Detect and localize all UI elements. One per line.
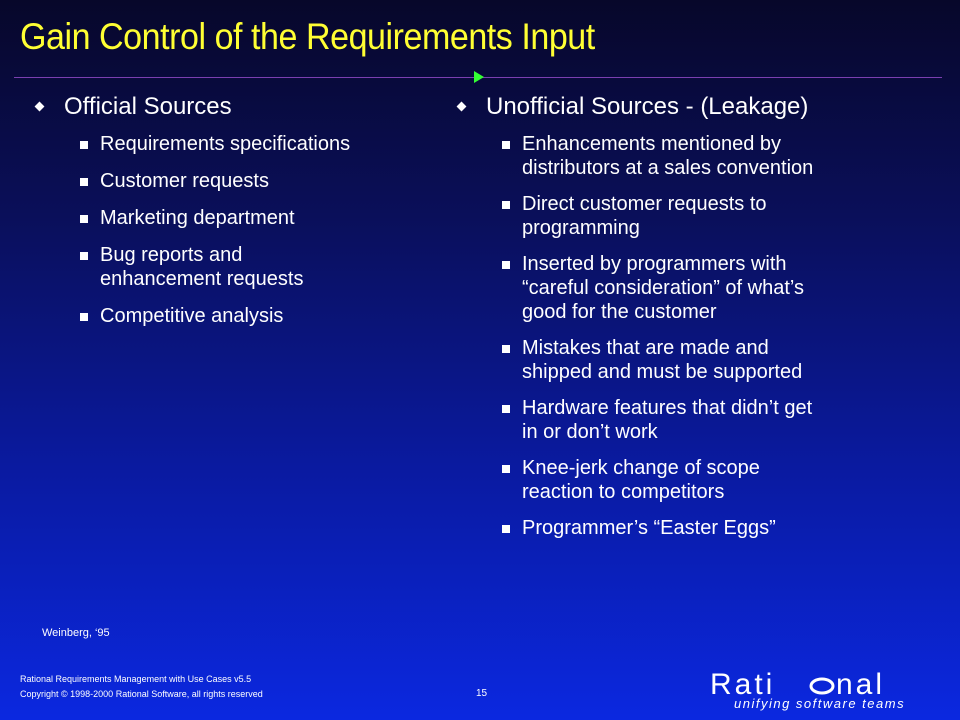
square-bullet-icon (502, 201, 510, 209)
list-item (32, 243, 452, 291)
svg-text:Rati: Rati (710, 668, 776, 698)
square-bullet-icon (80, 252, 88, 260)
logo-tagline: unifying software teams (734, 696, 906, 711)
square-bullet-icon (502, 525, 510, 533)
square-bullet-icon (80, 313, 88, 321)
list-item (32, 169, 452, 193)
rational-logo (704, 668, 944, 714)
unofficial-sources-column (454, 92, 944, 552)
list-item-line: Marketing department (100, 207, 295, 229)
diamond-bullet-icon (35, 102, 45, 112)
list-item-line: Direct customer requests to (522, 193, 767, 215)
official-sources-list (32, 132, 452, 328)
official-sources-heading: Official Sources (32, 92, 452, 122)
course-name: Rational Requirements Management with Use Cases v5.5 (20, 674, 252, 684)
page-number: 15 (476, 688, 488, 699)
list-item (454, 456, 944, 504)
list-item-line: good for the customer (522, 301, 717, 323)
list-item-line: Hardware features that didn’t get (522, 397, 813, 419)
list-item-line: shipped and must be supported (522, 361, 803, 383)
copyright: Copyright © 1998-2000 Rational Software, all rights reserved (20, 689, 263, 699)
list-item-line: Knee-jerk change of scope (522, 457, 760, 479)
list-item-line: programming (522, 217, 640, 239)
list-item-line: Enhancements mentioned by (522, 133, 782, 155)
list-item (32, 206, 452, 230)
list-item-line: Competitive analysis (100, 305, 284, 327)
list-item (454, 336, 944, 384)
square-bullet-icon (502, 345, 510, 353)
list-item-line: reaction to competitors (522, 481, 725, 503)
list-item-line: distributors at a sales convention (522, 157, 814, 179)
list-item (454, 252, 944, 324)
logo-wordmark-icon (704, 668, 944, 698)
list-item (454, 192, 944, 240)
list-item-line: Programmer’s “Easter Eggs” (522, 517, 776, 539)
list-item (454, 516, 944, 540)
square-bullet-icon (80, 178, 88, 186)
play-arrow-icon (474, 71, 484, 83)
list-item-line: “careful consideration” of what’s (522, 277, 804, 299)
list-item-line: Mistakes that are made and (522, 337, 769, 359)
square-bullet-icon (502, 465, 510, 473)
diamond-bullet-icon (457, 102, 467, 112)
citation: Weinberg, ‘95 (42, 627, 110, 639)
list-item (32, 304, 452, 328)
square-bullet-icon (80, 215, 88, 223)
list-item (454, 396, 944, 444)
slide-title: Gain Control of the Requirements Input (20, 16, 595, 57)
list-item (32, 132, 452, 156)
footer-text (20, 672, 263, 702)
official-sources-column (32, 92, 452, 341)
square-bullet-icon (502, 405, 510, 413)
svg-text:nal: nal (836, 668, 886, 698)
unofficial-sources-list (454, 132, 944, 540)
list-item-line: Bug reports and (100, 244, 243, 266)
square-bullet-icon (80, 141, 88, 149)
list-item (454, 132, 944, 180)
square-bullet-icon (502, 141, 510, 149)
square-bullet-icon (502, 261, 510, 269)
list-item-line: Inserted by programmers with (522, 253, 787, 275)
list-item-line: Requirements specifications (100, 133, 351, 155)
list-item-line: enhancement requests (100, 268, 304, 290)
unofficial-sources-heading: Unofficial Sources - (Leakage) (454, 92, 944, 122)
list-item-line: in or don’t work (522, 421, 658, 443)
list-item-line: Customer requests (100, 170, 269, 192)
